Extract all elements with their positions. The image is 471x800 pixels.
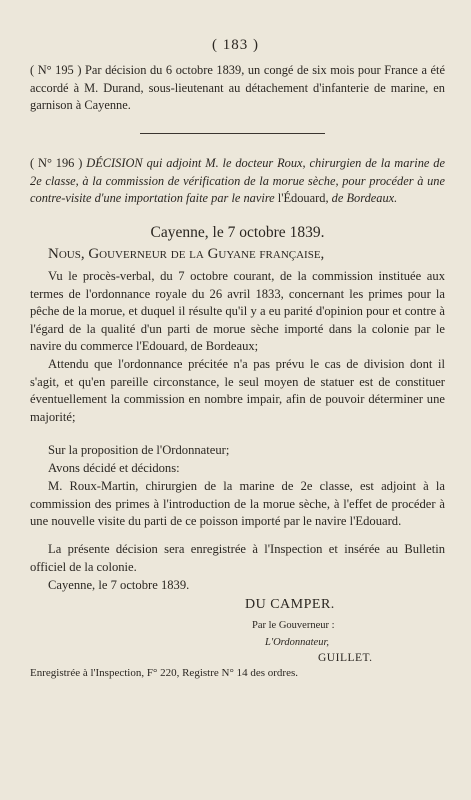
- entry-196-ship: l'Édouard: [277, 191, 326, 205]
- paragraph-decision: M. Roux-Martin, chirurgien de la marine de 2e classe, est adjoint à la commission des primes à l'introduction de la morue sèche, à l'effet de procéder à une nouvelle visite du parti de ce poisson importé par le navire l'Edouard.: [30, 479, 445, 529]
- paragraph-proposition: Sur la proposition de l'Ordonnateur;: [48, 443, 230, 457]
- entry-196-title: DÉCISION qui adjoint M. le docteur Roux, chirurgien de la marine de 2e classe, à la commission de vérification de la morue sèche, pour procéder à une contre-visite d'une importation faite par le navire: [30, 156, 445, 205]
- signature-governor: DU CAMPER.: [245, 597, 335, 612]
- paragraph-date: Cayenne, le 7 octobre 1839.: [48, 578, 190, 592]
- entry-195-number: ( N° 195 ): [30, 63, 82, 77]
- paragraph-vu: Vu le procès-verbal, du 7 octobre courant, de la commission instituée aux termes de l'ordonnance royale du 26 avril 1833, concernant les primes pour la pêche de la morue, et duquel il résulte qu'il y a eu parité d'opinion pour et contre à l'égard de la qualité d'un parti de morue sèche importé dans la colonie par le navire du commerce l'Edouard, de Bordeaux;: [30, 269, 445, 354]
- signature-ordonnateur: GUILLET.: [318, 652, 373, 664]
- entry-195-text: Par décision du 6 octobre 1839, un congé de six mois pour France a été accordé à M. Durand, sous-lieutenant au détachement d'infanterie de marine, en garnison à Cayenne.: [30, 63, 445, 112]
- registration-footer: Enregistrée à l'Inspection, F° 220, Registre N° 14 des ordres.: [30, 667, 298, 679]
- preamble: Nous, Gouverneur de la Guyane française,: [48, 246, 325, 262]
- entry-196-number: ( N° 196 ): [30, 156, 83, 170]
- signature-by: Par le Gouverneur :: [252, 620, 335, 631]
- place-date: Cayenne, le 7 octobre 1839.: [150, 224, 325, 241]
- entry-196: [30, 155, 445, 208]
- paragraph-attendu: Attendu que l'ordonnance précitée n'a pas prévu le cas de division dont il s'agit, et qu'en pareille circonstance, le seul moyen de statuer est de constituer éventuellement la commission en nombre impair, afin de pouvoir déterminer une majorité;: [30, 357, 445, 424]
- entry-196-title-end: , de Bordeaux.: [325, 191, 398, 205]
- entry-195: [30, 62, 445, 115]
- paragraph-enregistrement: La présente décision sera enregistrée à l'Inspection et insérée au Bulletin officiel de la colonie.: [30, 542, 445, 574]
- paragraph-avons-decide: Avons décidé et décidons:: [48, 461, 180, 475]
- signature-role: L'Ordonnateur,: [265, 637, 329, 648]
- page-number: ( 183 ): [212, 37, 259, 53]
- section-divider: [140, 133, 325, 134]
